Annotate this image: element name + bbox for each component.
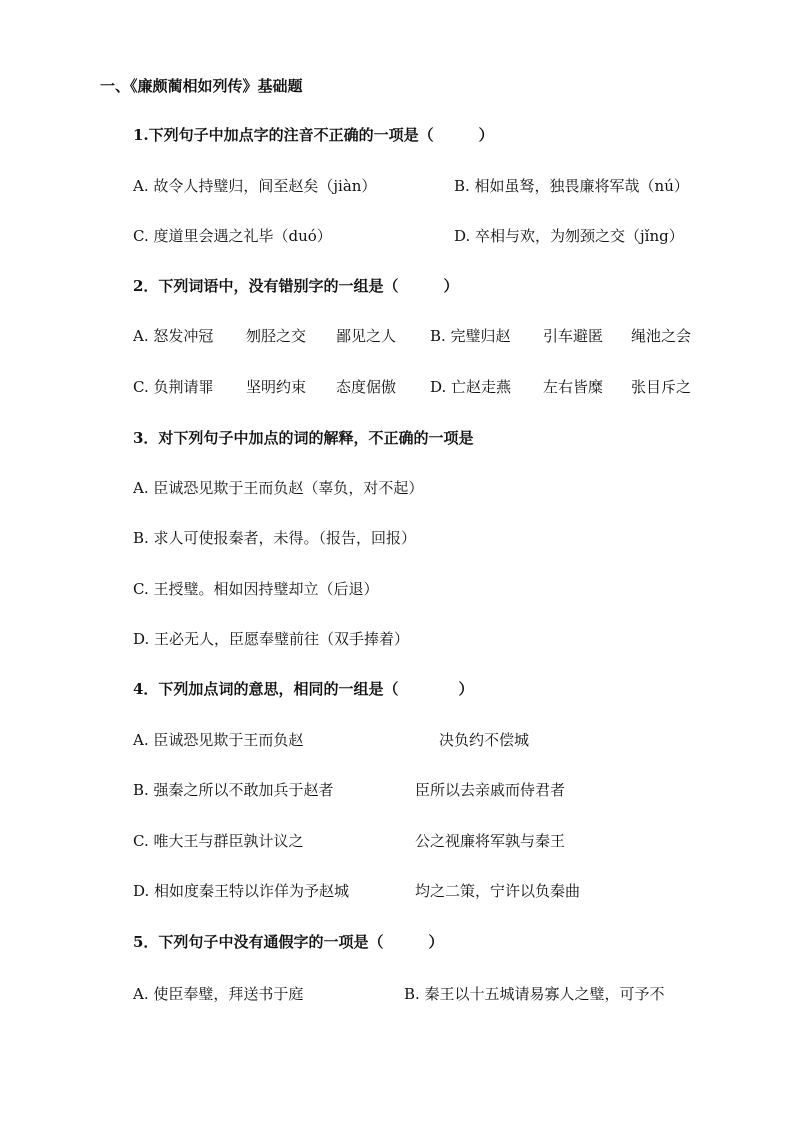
question-1-option-a: A. 故令人持璧归，间至赵矣（jiàn） [133,177,377,195]
question-4-option-c-right: 公之视廉将军孰与秦王 [415,832,566,850]
question-2-option-a-word-2: 刎胫之交 [246,327,307,345]
question-5-option-b: B. 秦王以十五城请易寡人之璧，可予不 [404,985,665,1003]
question-1-stem: 1.下列句子中加点字的注音不正确的一项是（ ） [133,126,494,144]
question-2-stem: 2．下列词语中，没有错别字的一组是（ ） [133,277,459,295]
question-4-option-c-left: C. 唯大王与群臣孰计议之 [133,832,304,850]
question-2-option-b-word-1: B. 完璧归赵 [430,327,511,345]
question-1-option-b: B. 相如虽驽，独畏廉将军哉（nú） [454,177,689,195]
question-4-option-a-right: 决负约不偿城 [439,731,530,749]
question-3-option-c: C. 王授璧。相如因持璧却立（后退） [133,580,379,598]
question-4-option-b-left: B. 强秦之所以不敢加兵于赵者 [133,781,334,799]
question-4-option-d-left: D. 相如度秦王特以诈佯为予赵城 [133,882,350,900]
question-4-stem: 4．下列加点词的意思，相同的一组是（ ） [133,680,474,698]
section-title: 一、《廉颇蔺相如列传》基础题 [100,77,303,95]
question-5-option-a: A. 使臣奉璧，拜送书于庭 [133,985,304,1003]
question-4-option-b-right: 臣所以去亲戚而侍君者 [415,781,566,799]
question-2-option-d-word-2: 左右皆糜 [543,378,604,396]
question-2-option-c-word-1: C. 负荆请罪 [133,378,214,396]
question-3-option-d: D. 王必无人，臣愿奉璧前往（双手捧着） [133,630,410,648]
question-2-option-c-word-3: 态度倨傲 [336,378,397,396]
question-3-option-b: B. 求人可使报秦者，未得。（报告，回报） [133,529,417,547]
question-1-option-c: C. 度道里会遇之礼毕（duó） [133,227,332,245]
question-2-option-d-word-3: 张目斥之 [631,378,692,396]
question-4-option-a-left: A. 臣诚恐见欺于王而负赵 [133,731,304,749]
question-3-option-a: A. 臣诚恐见欺于王而负赵（辜负，对不起） [133,479,424,497]
question-2-option-b-word-3: 绳池之会 [631,327,692,345]
question-2-option-b-word-2: 引车避匿 [543,327,604,345]
question-2-option-c-word-2: 坚明约束 [246,378,307,396]
question-2-option-a-word-3: 鄙见之人 [336,327,397,345]
question-2-option-d-word-1: D. 亡赵走燕 [430,378,512,396]
question-3-stem: 3．对下列句子中加点的词的解释，不正确的一项是 [133,429,474,447]
question-4-option-d-right: 均之二策，宁许以负秦曲 [415,882,581,900]
question-1-option-d: D. 卒相与欢，为刎颈之交（jǐng） [454,227,684,245]
question-5-stem: 5．下列句子中没有通假字的一项是（ ） [133,933,444,951]
question-2-option-a-word-1: A. 怒发冲冠 [133,327,214,345]
